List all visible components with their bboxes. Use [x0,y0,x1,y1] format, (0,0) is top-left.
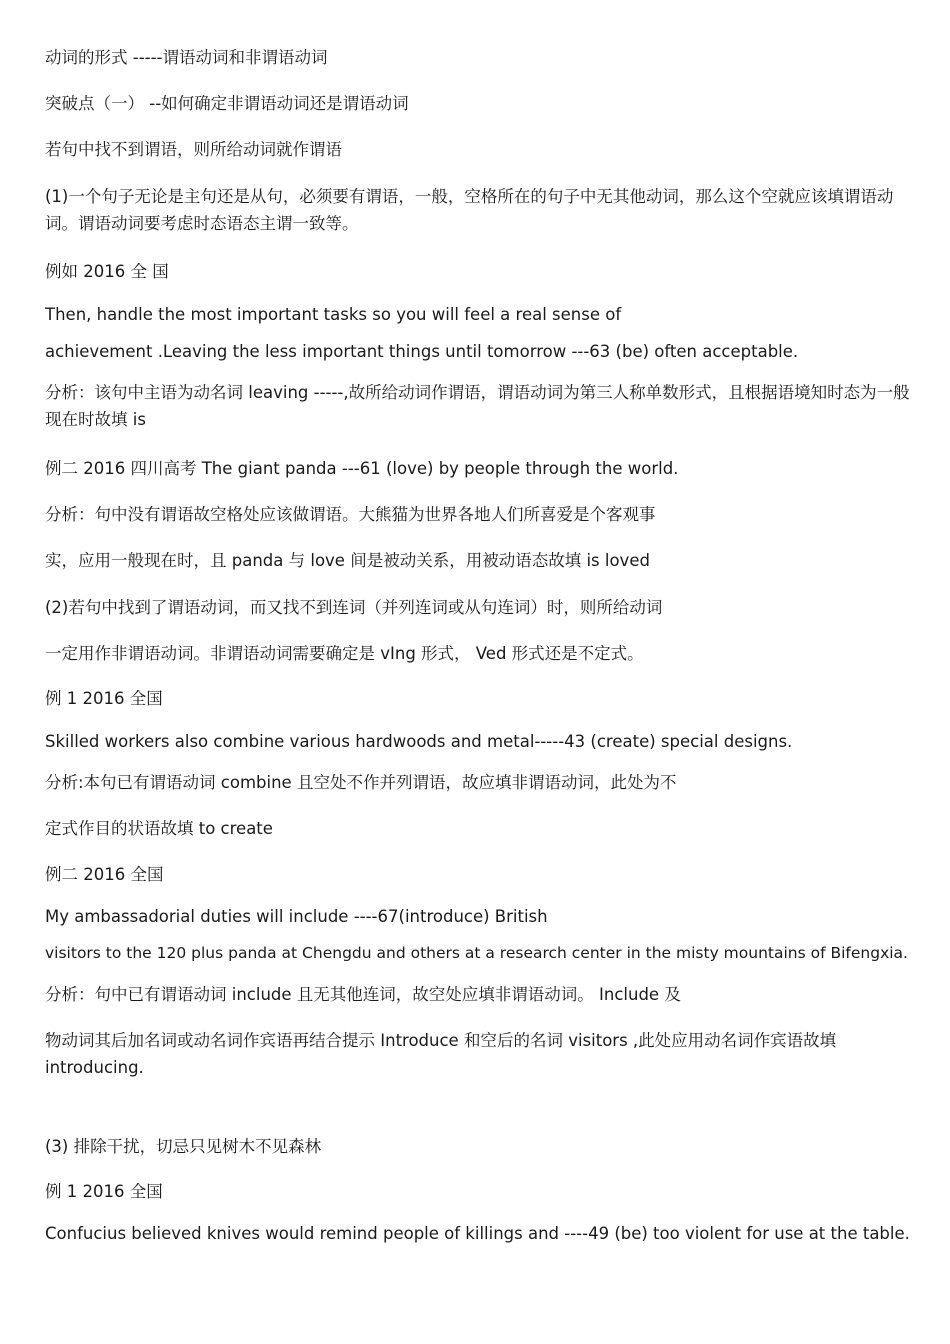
example-label: 例二 2016 全国 [45,865,164,884]
example-label: 例 1 2016 全国 [45,689,163,708]
paragraph: 若句中找不到谓语，则所给动词就作谓语 [45,140,342,159]
analysis-paragraph: 实，应用一般现在时，且 panda 与 love 间是被动关系，用被动语态故填 is loved [45,551,650,570]
example-label: 例如 2016 全 国 [45,262,169,281]
example-sentence: Then, handle the most important tasks so you will feel a real sense of [45,305,622,324]
example-sentence: Confucius believed knives would remind people of killings and ----49 (be) too violent for use at the table. [45,1224,910,1243]
paragraph: (1)一个句子无论是主句还是从句，必须要有谓语，一般，空格所在的句子中无其他动词，那么这个空就应该填谓语动词。谓语动词要考虑时态语态主谓一致等。 [45,187,894,233]
example-sentence: achievement .Leaving the less important things until tomorrow ---63 (be) often acceptable. [45,342,799,361]
analysis-paragraph: 分析：该句中主语为动名词 leaving -----,故所给动词作谓语，谓语动词为第三人称单数形式，且根据语境知时态为一般现在时故填 is [45,383,910,429]
analysis-paragraph: 定式作目的状语故填 to create [45,819,273,838]
section-heading: 突破点（一） --如何确定非谓语动词还是谓语动词 [45,94,409,113]
example-sentence: Skilled workers also combine various hardwoods and metal-----43 (create) special designs. [45,732,793,751]
example-sentence: My ambassadorial duties will include ----67(introduce) British [45,907,548,926]
analysis-paragraph: 分析：句中已有谓语动词 include 且无其他连词，故空处应填非谓语动词。 Include 及 [45,985,681,1004]
paragraph: (2)若句中找到了谓语动词，而又找不到连词（并列连词或从句连词）时，则所给动词 [45,598,663,617]
analysis-paragraph: 物动词其后加名词或动名词作宾语再结合提示 Introduce 和空后的名词 visitors ,此处应用动名词作宾语故填introducing. [45,1031,837,1077]
example-sentence: 例二 2016 四川高考 The giant panda ---61 (love) by people through the world. [45,459,679,478]
example-sentence: visitors to the 120 plus panda at Chengdu and others at a research center in the misty mountains of Bifengxia. [45,944,908,962]
analysis-paragraph: 分析:本句已有谓语动词 combine 且空处不作并列谓语，故应填非谓语动词，此处为不 [45,773,677,792]
document-title: 动词的形式 -----谓语动词和非谓语动词 [45,48,328,67]
paragraph: 一定用作非谓语动词。非谓语动词需要确定是 vIng 形式， Ved 形式还是不定式。 [45,644,644,663]
example-label: 例 1 2016 全国 [45,1182,163,1201]
analysis-paragraph: 分析：句中没有谓语故空格处应该做谓语。大熊猫为世界各地人们所喜爱是个客观事 [45,505,656,524]
section-heading: (3) 排除干扰，切忌只见树木不见森林 [45,1137,322,1156]
